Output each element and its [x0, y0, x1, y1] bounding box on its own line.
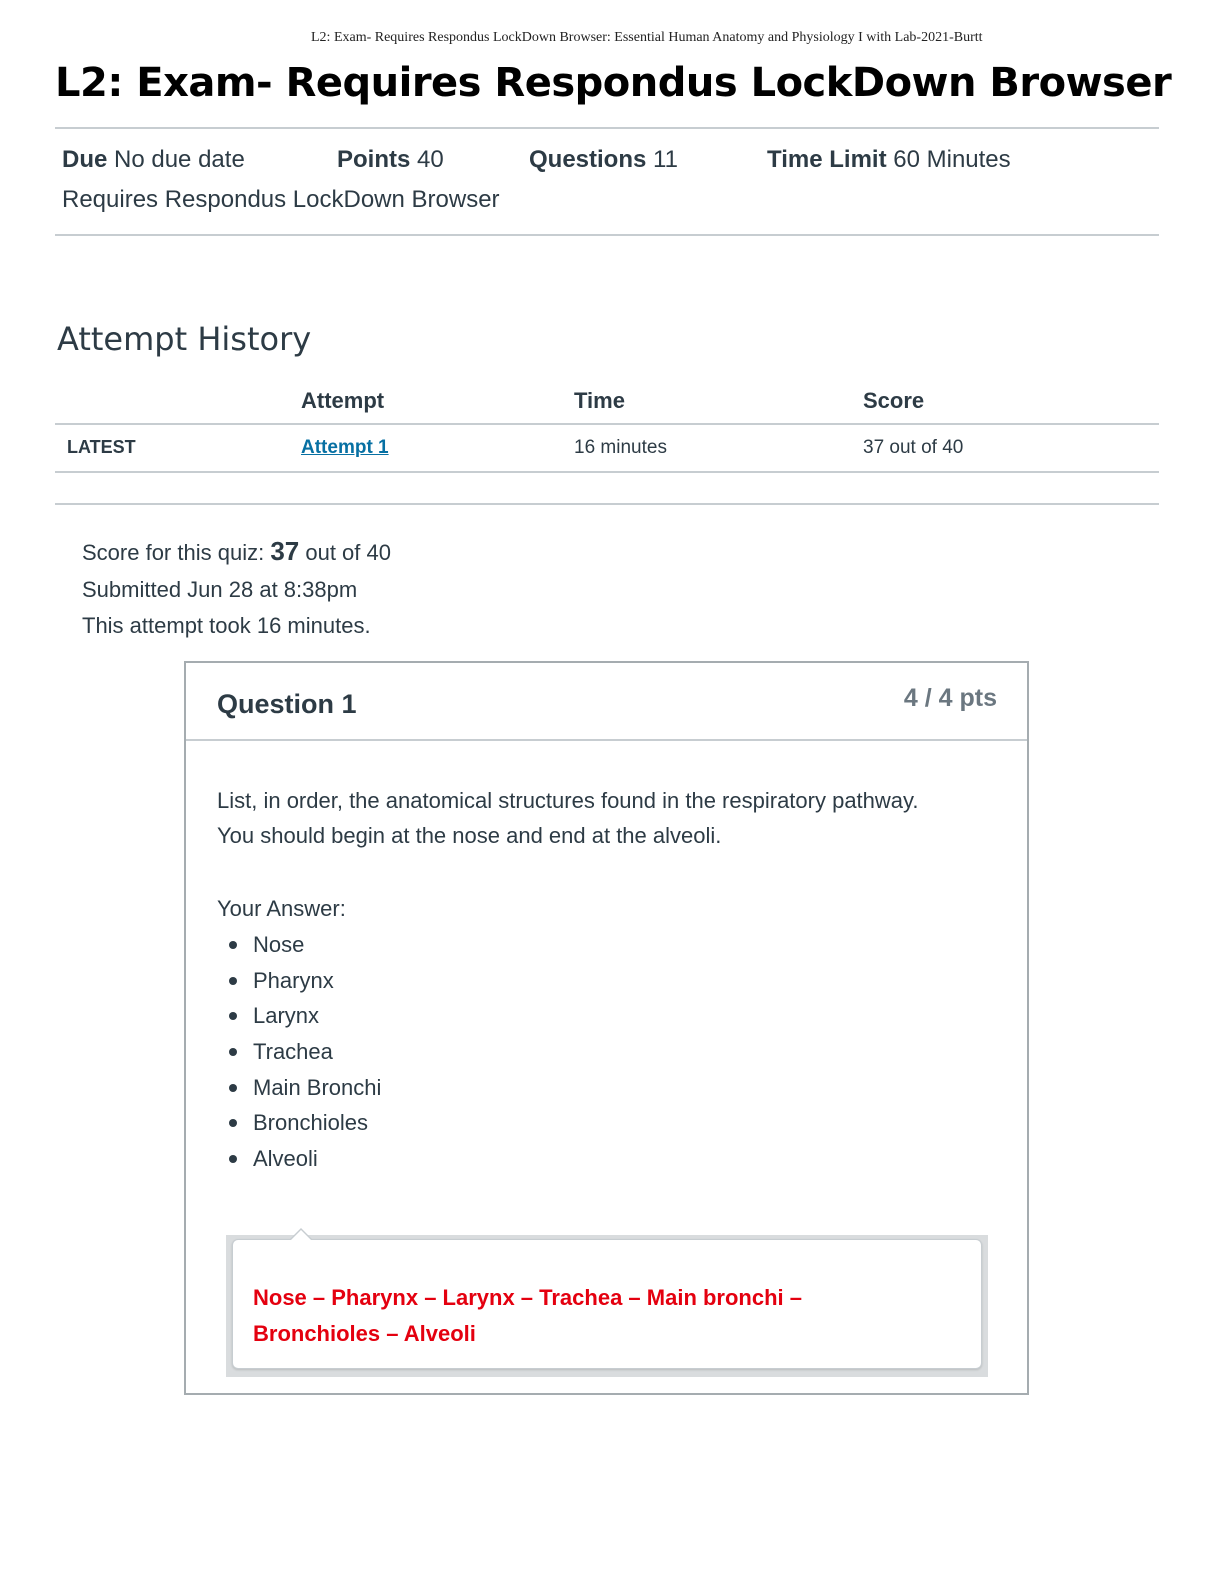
question-prompt-line-1: List, in order, the anatomical structures found in the respiratory pathway.	[217, 788, 919, 813]
results-divider	[55, 503, 1159, 505]
meta-due	[62, 146, 245, 174]
print-header: L2: Exam- Requires Respondus LockDown Browser: Essential Human Anatomy and Physiology I with Lab-2021-Burtt	[311, 30, 983, 45]
question-points: 4 / 4 pts	[903, 684, 997, 712]
time-limit-value: 60 Minutes	[893, 146, 1011, 173]
column-header-attempt: Attempt	[301, 388, 385, 413]
list-item	[217, 1141, 381, 1177]
bullet-icon	[229, 1155, 237, 1163]
attempt-history-title: Attempt History	[57, 320, 312, 358]
answer-text: Larynx	[253, 1003, 320, 1029]
table-row-divider	[55, 471, 1159, 473]
due-value: No due date	[114, 146, 245, 173]
quiz-score	[82, 536, 391, 567]
list-item	[217, 1070, 381, 1106]
list-item	[217, 1034, 381, 1070]
answer-text: Trachea	[253, 1039, 333, 1065]
meta-points	[337, 146, 444, 174]
page-title: L2: Exam- Requires Respondus LockDown Browser	[55, 60, 1172, 106]
comment-bubble	[232, 1239, 982, 1369]
header-divider	[55, 127, 1159, 129]
questions-value: 11	[653, 146, 678, 173]
column-header-time: Time	[574, 388, 625, 413]
bullet-icon	[229, 1012, 237, 1020]
bullet-icon	[229, 1048, 237, 1056]
time-cell: 16 minutes	[574, 437, 667, 458]
list-item	[217, 927, 381, 963]
answer-comment	[226, 1235, 988, 1377]
list-item	[217, 1105, 381, 1141]
attempt-duration: This attempt took 16 minutes.	[82, 613, 371, 638]
question-header	[186, 663, 1027, 741]
answer-list	[217, 927, 381, 1177]
comment-text	[253, 1280, 963, 1352]
attempt-cell	[301, 437, 389, 459]
latest-tag: LATEST	[67, 437, 136, 457]
lockdown-requirement: Requires Respondus LockDown Browser	[62, 186, 500, 213]
answer-text: Pharynx	[253, 967, 334, 993]
meta-divider	[55, 234, 1159, 236]
bullet-icon	[229, 1119, 237, 1127]
table-header-divider	[55, 423, 1159, 425]
meta-questions	[529, 146, 678, 174]
bullet-icon	[229, 941, 237, 949]
question-title: Question 1	[217, 689, 357, 719]
answer-text: Alveoli	[253, 1146, 318, 1172]
column-header-score: Score	[863, 388, 925, 413]
answer-text: Nose	[253, 932, 305, 957]
bullet-icon	[229, 977, 237, 985]
comment-line-1: Nose – Pharynx – Larynx – Trachea – Main bronchi –	[253, 1285, 803, 1310]
score-cell: 37 out of 40	[863, 437, 964, 458]
question-card	[184, 661, 1029, 1395]
meta-time-limit	[767, 146, 1011, 174]
submitted-time: Submitted Jun 28 at 8:38pm	[82, 577, 358, 602]
list-item	[217, 963, 381, 999]
points-value: 40	[417, 146, 444, 173]
points-label: Points	[337, 146, 411, 173]
score-prefix: Score for this quiz:	[82, 540, 265, 565]
answer-text: Main Bronchi	[253, 1074, 382, 1100]
score-suffix: out of 40	[305, 540, 391, 565]
attempt-1-link[interactable]: Attempt 1	[301, 437, 389, 458]
your-answer-label: Your Answer:	[217, 896, 346, 921]
comment-line-2: Bronchioles – Alveoli	[253, 1321, 476, 1346]
questions-label: Questions	[529, 146, 647, 173]
due-label: Due	[62, 146, 108, 173]
list-item	[217, 998, 381, 1034]
time-limit-label: Time Limit	[767, 146, 887, 173]
comment-pointer-icon	[289, 1228, 313, 1240]
question-prompt-line-2: You should begin at the nose and end at the alveoli.	[217, 823, 722, 848]
score-value: 37	[270, 536, 300, 566]
answer-text: Bronchioles	[253, 1110, 368, 1136]
bullet-icon	[229, 1084, 237, 1092]
